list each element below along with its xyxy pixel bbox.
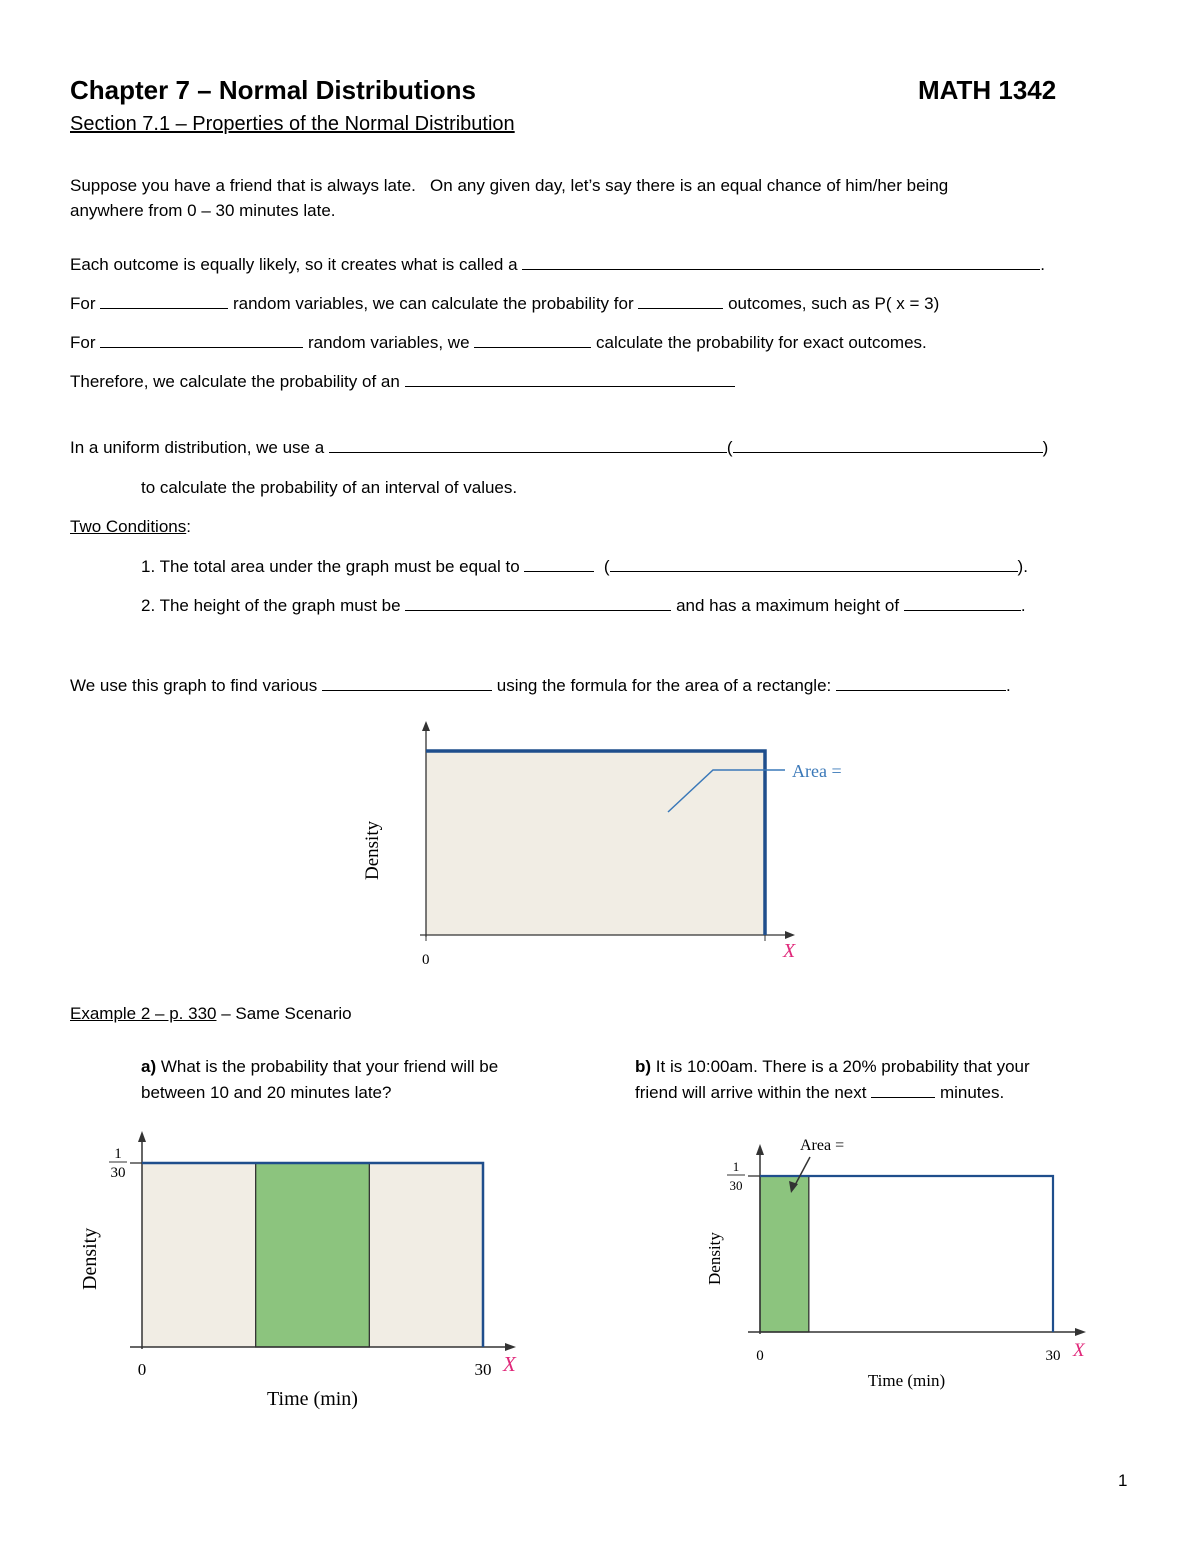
fill-text: ( bbox=[726, 438, 733, 457]
example-a-chart bbox=[70, 1125, 550, 1420]
fill-text: . bbox=[1040, 255, 1046, 274]
x-axis-arrow bbox=[1075, 1328, 1086, 1336]
section-heading: Section 7.1 – Properties of the Normal Distribution bbox=[70, 113, 515, 135]
shaded-interval bbox=[760, 1176, 809, 1332]
question-b-text: It is 10:00am. There is a 20% probability that your bbox=[651, 1057, 1030, 1076]
blank[interactable] bbox=[100, 332, 303, 348]
fill-line-5 bbox=[70, 437, 1048, 459]
x-tick-label-30: 30 bbox=[474, 1360, 492, 1379]
page-title: Chapter 7 – Normal Distributions bbox=[70, 75, 476, 105]
fill-text: friend will arrive within the next bbox=[635, 1083, 867, 1102]
graph-line bbox=[70, 675, 1011, 697]
example-suffix: – Same Scenario bbox=[216, 1004, 352, 1023]
fill-line-6: to calculate the probability of an interval of values. bbox=[141, 478, 518, 497]
fill-text: ). bbox=[1017, 557, 1028, 576]
y-tick-numerator: 1 bbox=[114, 1146, 122, 1162]
x-axis-label: Time (min) bbox=[267, 1388, 358, 1410]
blank[interactable] bbox=[638, 293, 723, 309]
page-number: 1 bbox=[1118, 1471, 1128, 1490]
fill-text: random variables, we bbox=[307, 333, 470, 352]
x-tick-label-30: 30 bbox=[1045, 1348, 1061, 1364]
blank[interactable] bbox=[524, 556, 594, 572]
fill-text: In a uniform distribution, we use a bbox=[70, 438, 325, 457]
density-area bbox=[426, 751, 765, 935]
question-b bbox=[635, 1056, 1030, 1078]
question-a-line-2: between 10 and 20 minutes late? bbox=[141, 1083, 392, 1102]
y-axis-arrow bbox=[138, 1131, 146, 1142]
x-axis-letter: X bbox=[1073, 1340, 1085, 1361]
y-tick-numerator: 1 bbox=[732, 1159, 740, 1174]
blank[interactable] bbox=[836, 675, 1006, 691]
condition-1 bbox=[141, 556, 1028, 578]
fill-text: 2. The height of the graph must be bbox=[141, 596, 401, 615]
fill-text: We use this graph to find various bbox=[70, 676, 318, 695]
condition-2 bbox=[141, 595, 1026, 617]
fill-text: For bbox=[70, 294, 96, 313]
question-a bbox=[141, 1056, 498, 1078]
blank[interactable] bbox=[904, 595, 1021, 611]
x-tick-label-0: 0 bbox=[756, 1348, 764, 1364]
question-a-text: What is the probability that your friend will be bbox=[156, 1057, 499, 1076]
conditions-colon: : bbox=[186, 517, 191, 536]
x-axis-arrow bbox=[505, 1343, 516, 1351]
fill-text: Therefore, we calculate the probability of an bbox=[70, 372, 400, 391]
blank[interactable] bbox=[610, 556, 1018, 572]
example-heading bbox=[70, 1003, 352, 1025]
x-axis-letter: X bbox=[783, 940, 796, 962]
y-axis-label: Density bbox=[79, 1227, 101, 1290]
y-axis-arrow bbox=[756, 1144, 764, 1155]
shaded-interval bbox=[256, 1163, 370, 1347]
fill-text: For bbox=[70, 333, 96, 352]
area-annotation: Area = bbox=[800, 1137, 845, 1154]
fill-text: 1. The total area under the graph must be equal to bbox=[141, 557, 520, 576]
fill-text: . bbox=[1006, 676, 1011, 695]
question-b-line-2 bbox=[635, 1082, 1004, 1104]
y-tick-denominator: 30 bbox=[110, 1165, 126, 1181]
fill-text: calculate the probability for exact outcomes. bbox=[596, 333, 927, 352]
blank[interactable] bbox=[522, 254, 1040, 270]
conditions-label: Two Conditions bbox=[70, 517, 187, 536]
example-b-chart bbox=[700, 1130, 1100, 1395]
blank[interactable] bbox=[474, 332, 591, 348]
blank[interactable] bbox=[733, 437, 1043, 453]
fill-text: random variables, we can calculate the probability for bbox=[232, 294, 634, 313]
fill-text: using the formula for the area of a rectangle: bbox=[496, 676, 832, 695]
fill-text: outcomes, such as P( x = 3) bbox=[728, 294, 940, 313]
x-tick-label: 0 bbox=[422, 952, 430, 968]
example-label: Example 2 – p. 330 bbox=[70, 1004, 217, 1023]
y-axis-label: Density bbox=[362, 820, 383, 880]
intro-line-1: Suppose you have a friend that is always late. On any given day, let’s say there is an equal chance of him/her being bbox=[70, 176, 949, 195]
intro-line-2: anywhere from 0 – 30 minutes late. bbox=[70, 201, 336, 220]
x-tick-label-0: 0 bbox=[137, 1360, 147, 1379]
fill-text: . bbox=[1020, 596, 1026, 615]
y-axis-label: Density bbox=[705, 1232, 724, 1285]
fill-line-4 bbox=[70, 371, 735, 393]
blank[interactable] bbox=[405, 371, 735, 387]
fill-text: and has a maximum height of bbox=[676, 596, 900, 615]
x-axis-arrow bbox=[785, 931, 795, 939]
fill-text: minutes. bbox=[939, 1083, 1005, 1102]
conditions-heading bbox=[70, 516, 191, 538]
fill-line-1 bbox=[70, 254, 1045, 276]
fill-text: ( bbox=[603, 557, 610, 576]
fill-line-3 bbox=[70, 332, 927, 354]
area-annotation: Area = bbox=[792, 761, 842, 781]
blank[interactable] bbox=[329, 437, 727, 453]
y-tick-denominator: 30 bbox=[729, 1178, 743, 1193]
fill-line-2 bbox=[70, 293, 939, 315]
blank[interactable] bbox=[405, 595, 671, 611]
x-axis-label: Time (min) bbox=[867, 1371, 946, 1390]
uniform-density-chart bbox=[340, 715, 880, 975]
question-a-label: a) bbox=[141, 1057, 157, 1076]
y-axis-arrow bbox=[422, 721, 430, 731]
fill-text: ) bbox=[1042, 438, 1049, 457]
blank[interactable] bbox=[871, 1082, 935, 1098]
course-code: MATH 1342 bbox=[918, 75, 1057, 105]
blank[interactable] bbox=[322, 675, 492, 691]
question-b-label: b) bbox=[635, 1057, 652, 1076]
fill-text: Each outcome is equally likely, so it creates what is called a bbox=[70, 255, 518, 274]
x-axis-letter: X bbox=[503, 1352, 516, 1376]
blank[interactable] bbox=[100, 293, 228, 309]
